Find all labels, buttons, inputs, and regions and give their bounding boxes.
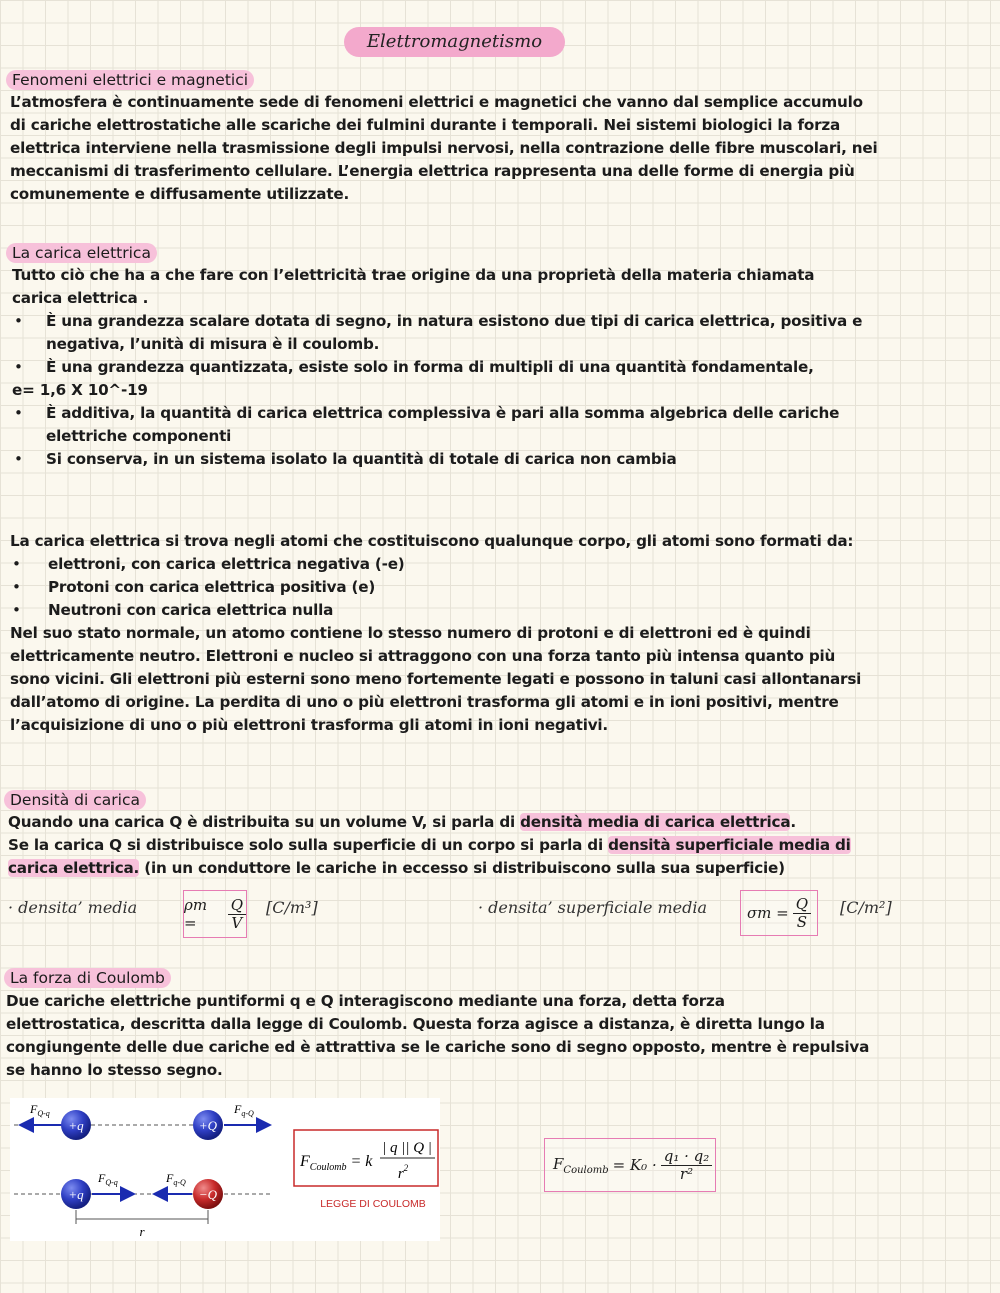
paragraph-coulomb bbox=[6, 990, 869, 1082]
formula-coulomb-handwritten bbox=[544, 1138, 716, 1192]
bullet-item: • Neutroni con carica elettrica nulla bbox=[10, 599, 861, 622]
law-denominator: $r^2$ bbox=[397, 1163, 409, 1182]
heading-carica: La carica elettrica bbox=[6, 243, 157, 263]
heading-fenomeni: Fenomeni elettrici e magnetici bbox=[6, 70, 254, 90]
label-pos-q: +q bbox=[68, 1118, 84, 1133]
label-densita-superficiale: · densita’ superficiale media bbox=[478, 898, 708, 917]
force-label: $F_{Q-q}$ bbox=[30, 1102, 50, 1118]
paragraph-fenomeni bbox=[10, 91, 877, 206]
text-line: Quando una carica Q è distribuita su un volume V, si parla di densità media di carica elettrica. bbox=[8, 813, 796, 831]
text-line: elettrostatica, descritta dalla legge di Coulomb. Questa forza agisce a distanza, è diretta lungo la bbox=[6, 1015, 825, 1033]
distance-label: r bbox=[139, 1224, 145, 1239]
text-line: comunemente e diffusamente utilizzate. bbox=[10, 185, 350, 203]
formula-densita-superficiale: σm = $\frac{Q}{S}$ bbox=[740, 890, 818, 936]
text-line: Tutto ciò che ha a che fare con l’elettricità trae origine da una proprietà della materia chiamata bbox=[12, 266, 815, 284]
text-line: congiungente delle due cariche ed è attrattiva se le cariche sono di segno opposto, mentre è repulsiva bbox=[6, 1038, 870, 1056]
page-title: Elettromagnetismo bbox=[344, 27, 565, 57]
force-label: $F_{Q-q}$ bbox=[98, 1171, 118, 1187]
text-line: L’atmosfera è continuamente sede di fenomeni elettrici e magnetici che vanno dal semplice accumulo bbox=[10, 93, 863, 111]
text-line: Nel suo stato normale, un atomo contiene lo stesso numero di protoni e di elettroni ed è quindi bbox=[10, 624, 811, 642]
paragraph-carica bbox=[12, 264, 862, 471]
text-line: carica elettrica. (in un conduttore le cariche in eccesso si distribuiscono sulla sua superficie) bbox=[8, 859, 785, 877]
text-line: Se la carica Q si distribuisce solo sulla superficie di un corpo si parla di densità superficiale media di bbox=[8, 836, 851, 854]
text-line: Due cariche elettriche puntiformi q e Q interagiscono mediante una forza, detta forza bbox=[6, 992, 725, 1010]
text-line: meccanismi di trasferimento cellulare. L’energia elettrica rappresenta una delle forme di energia più bbox=[10, 162, 855, 180]
law-caption: LEGGE DI COULOMB bbox=[320, 1198, 426, 1210]
force-label: $F_{q-Q}$ bbox=[166, 1171, 186, 1187]
unit-densita-media: [C/m³] bbox=[266, 898, 318, 917]
label-pos-q: +q bbox=[68, 1187, 84, 1202]
formula-constant: = K₀ · bbox=[612, 1156, 657, 1174]
text-line: La carica elettrica si trova negli atomi che costituiscono qualunque corpo, gli atomi sono formati da: bbox=[10, 532, 854, 550]
e-value: e= 1,6 X 10^-19 bbox=[12, 381, 148, 399]
text-line: negativa, l’unità di misura è il coulomb. bbox=[46, 335, 380, 353]
text-line: elettricamente neutro. Elettroni e nucleo si attraggono con una forza tanto più intensa quanto più bbox=[10, 647, 836, 665]
bullet-item: • È additiva, la quantità di carica elettrica complessiva è pari alla somma algebrica delle cariche bbox=[12, 402, 862, 425]
coulomb-diagram bbox=[10, 1098, 440, 1241]
unit-densita-superficiale: [C/m²] bbox=[840, 898, 892, 917]
text-line: l’acquisizione di uno o più elettroni trasforma gli atomi in ioni negativi. bbox=[10, 716, 608, 734]
text-line: di cariche elettrostatiche alle scariche dei fulmini durante i temporali. Nei sistemi biologici la forza bbox=[10, 116, 841, 134]
formula-fraction: $\frac{\text{q₁ · q₂}}{\text{r²}}$ bbox=[661, 1148, 713, 1183]
bullet-item: • Si conserva, in un sistema isolato la quantità di totale di carica non cambia bbox=[12, 448, 862, 471]
formula-lhs: $F_{Coulomb}$ bbox=[553, 1154, 609, 1176]
text-line: elettrica interviene nella trasmissione degli impulsi nervosi, nella contrazione delle fibre muscolari, nei bbox=[10, 139, 878, 157]
text-line: carica elettrica . bbox=[12, 289, 149, 307]
formula-densita-media: ρm = $\frac{Q}{V}$ bbox=[183, 890, 247, 938]
force-label: $F_{q-Q}$ bbox=[234, 1102, 254, 1118]
coulomb-figure bbox=[10, 1098, 440, 1241]
bullet-item: • È una grandezza scalare dotata di segno, in natura esistono due tipi di carica elettrica, positiva e bbox=[12, 310, 862, 333]
heading-densita: Densità di carica bbox=[4, 790, 146, 810]
bullet-item: • Protoni con carica elettrica positiva (e) bbox=[10, 576, 861, 599]
text-line: dall’atomo di origine. La perdita di uno o più elettroni trasforma gli atomi e in ioni positivi, mentre bbox=[10, 693, 839, 711]
law-lhs: $F_{Coulomb} = k$ bbox=[300, 1153, 373, 1173]
bullet-item: • È una grandezza quantizzata, esiste solo in forma di multipli di una quantità fondamentale, bbox=[12, 356, 862, 379]
text-line: elettriche componenti bbox=[46, 427, 232, 445]
label-neg-Q: −Q bbox=[198, 1187, 218, 1202]
paragraph-atomi bbox=[10, 530, 861, 737]
text-line: se hanno lo stesso segno. bbox=[6, 1061, 223, 1079]
label-densita-media: · densita’ media bbox=[8, 898, 138, 917]
paragraph-densita bbox=[8, 811, 851, 880]
bullet-item: • elettroni, con carica elettrica negativa (-e) bbox=[10, 553, 861, 576]
text-line: sono vicini. Gli elettroni più esterni sono meno fortemente legati e possono in taluni casi allontanarsi bbox=[10, 670, 862, 688]
law-numerator: | q || Q | bbox=[382, 1140, 432, 1156]
heading-coulomb: La forza di Coulomb bbox=[4, 968, 171, 988]
label-pos-Q: +Q bbox=[198, 1118, 218, 1133]
